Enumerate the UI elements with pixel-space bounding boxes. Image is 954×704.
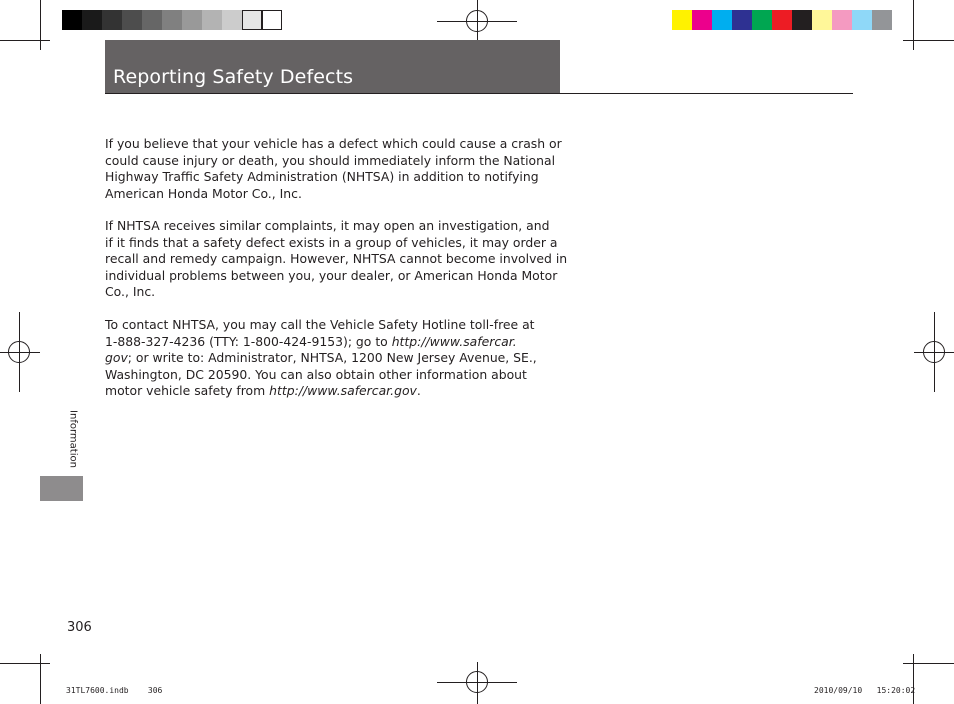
- crop-mark: [903, 40, 954, 41]
- gray-swatch: [62, 10, 82, 30]
- color-swatch: [732, 10, 752, 30]
- color-swatch: [832, 10, 852, 30]
- gray-swatch: [82, 10, 102, 30]
- body-text-segment: ; or write to: Administrator, NHTSA, 1200 New Jersey Avenue, SE.,: [127, 350, 537, 365]
- color-swatch: [712, 10, 732, 30]
- gray-swatch: [202, 10, 222, 30]
- paragraph-contact-nhtsa: [105, 317, 565, 400]
- text-line: [105, 334, 565, 351]
- body-text-segment: .: [416, 383, 421, 398]
- text-line: [105, 186, 565, 203]
- url-text: http://www.safercar.: [391, 333, 517, 349]
- color-swatch: [872, 10, 892, 30]
- crop-mark: [40, 654, 41, 704]
- slug-file: 31TL7600.indb 306: [66, 686, 163, 695]
- url-text: gov: [105, 350, 128, 365]
- crop-mark: [0, 663, 50, 664]
- crop-mark: [0, 40, 50, 41]
- body-text-segment: if it finds that a safety defect exists in a group of vehicles, it may order a: [105, 234, 558, 250]
- page-number: 306: [67, 620, 92, 635]
- body-text-segment: Highway Traffic Safety Administration (NHTSA) in addition to notifying: [105, 169, 539, 184]
- crop-mark: [913, 654, 914, 704]
- text-line: [105, 317, 565, 334]
- body-text-segment: Washington, DC 20590. You can also obtain other information about: [105, 366, 527, 382]
- text-line: [105, 284, 565, 301]
- page-title: Reporting Safety Defects: [113, 66, 354, 88]
- gray-swatch: [222, 10, 242, 30]
- text-line: [105, 383, 565, 400]
- gray-swatch: [102, 10, 122, 30]
- text-line: [105, 235, 565, 252]
- paragraph-nhtsa-investigation: [105, 218, 568, 301]
- gray-swatch: [142, 10, 162, 30]
- paragraph-intro: [105, 136, 565, 202]
- gray-swatch: [122, 10, 142, 30]
- text-line: [105, 350, 565, 367]
- text-line: [105, 251, 568, 268]
- text-line: [105, 136, 565, 153]
- text-line: [105, 169, 565, 186]
- gray-swatch: [182, 10, 202, 30]
- crop-mark: [40, 0, 41, 50]
- gray-swatch: [262, 10, 282, 30]
- color-swatch: [852, 10, 872, 30]
- body-text-segment: individual problems between you, your dealer, or American Honda Motor: [105, 267, 558, 283]
- text-line: [105, 367, 565, 384]
- text-line: [105, 268, 565, 285]
- text-line: [105, 153, 565, 170]
- gray-swatch: [242, 10, 262, 30]
- body-text-segment: motor vehicle safety from: [105, 383, 270, 398]
- side-tab-text: Information: [67, 410, 79, 468]
- color-swatch: [752, 10, 772, 30]
- body-text-segment: To contact NHTSA, you may call the Vehicle Safety Hotline toll-free at: [105, 317, 535, 332]
- body-text-segment: American Honda Motor Co., Inc.: [105, 185, 302, 201]
- body-text-segment: recall and remedy campaign. However, NHTSA cannot become involved in: [105, 251, 568, 266]
- header-rule: [105, 93, 853, 94]
- body-text-segment: Co., Inc.: [105, 284, 156, 299]
- color-swatch: [812, 10, 832, 30]
- side-tab-block: [40, 476, 83, 501]
- color-swatch: [792, 10, 812, 30]
- slug-timestamp: 2010/09/10 15:20:02: [814, 686, 916, 695]
- gray-swatch: [162, 10, 182, 30]
- text-line: [105, 218, 565, 235]
- body-text-segment: If NHTSA receives similar complaints, it may open an investigation, and: [105, 218, 550, 233]
- color-swatch: [772, 10, 792, 30]
- body-text-segment: could cause injury or death, you should immediately inform the National: [105, 152, 556, 168]
- side-tab-label: [62, 406, 84, 472]
- crop-mark: [913, 0, 914, 50]
- url-text: http://www.safercar.gov: [269, 383, 417, 398]
- body-text-segment: If you believe that your vehicle has a defect which could cause a crash or: [105, 136, 562, 151]
- crop-mark: [903, 663, 954, 664]
- color-swatch: [692, 10, 712, 30]
- color-swatch: [672, 10, 692, 30]
- body-text-segment: 1-888-327-4236 (TTY: 1-800-424-9153); go to: [105, 333, 392, 349]
